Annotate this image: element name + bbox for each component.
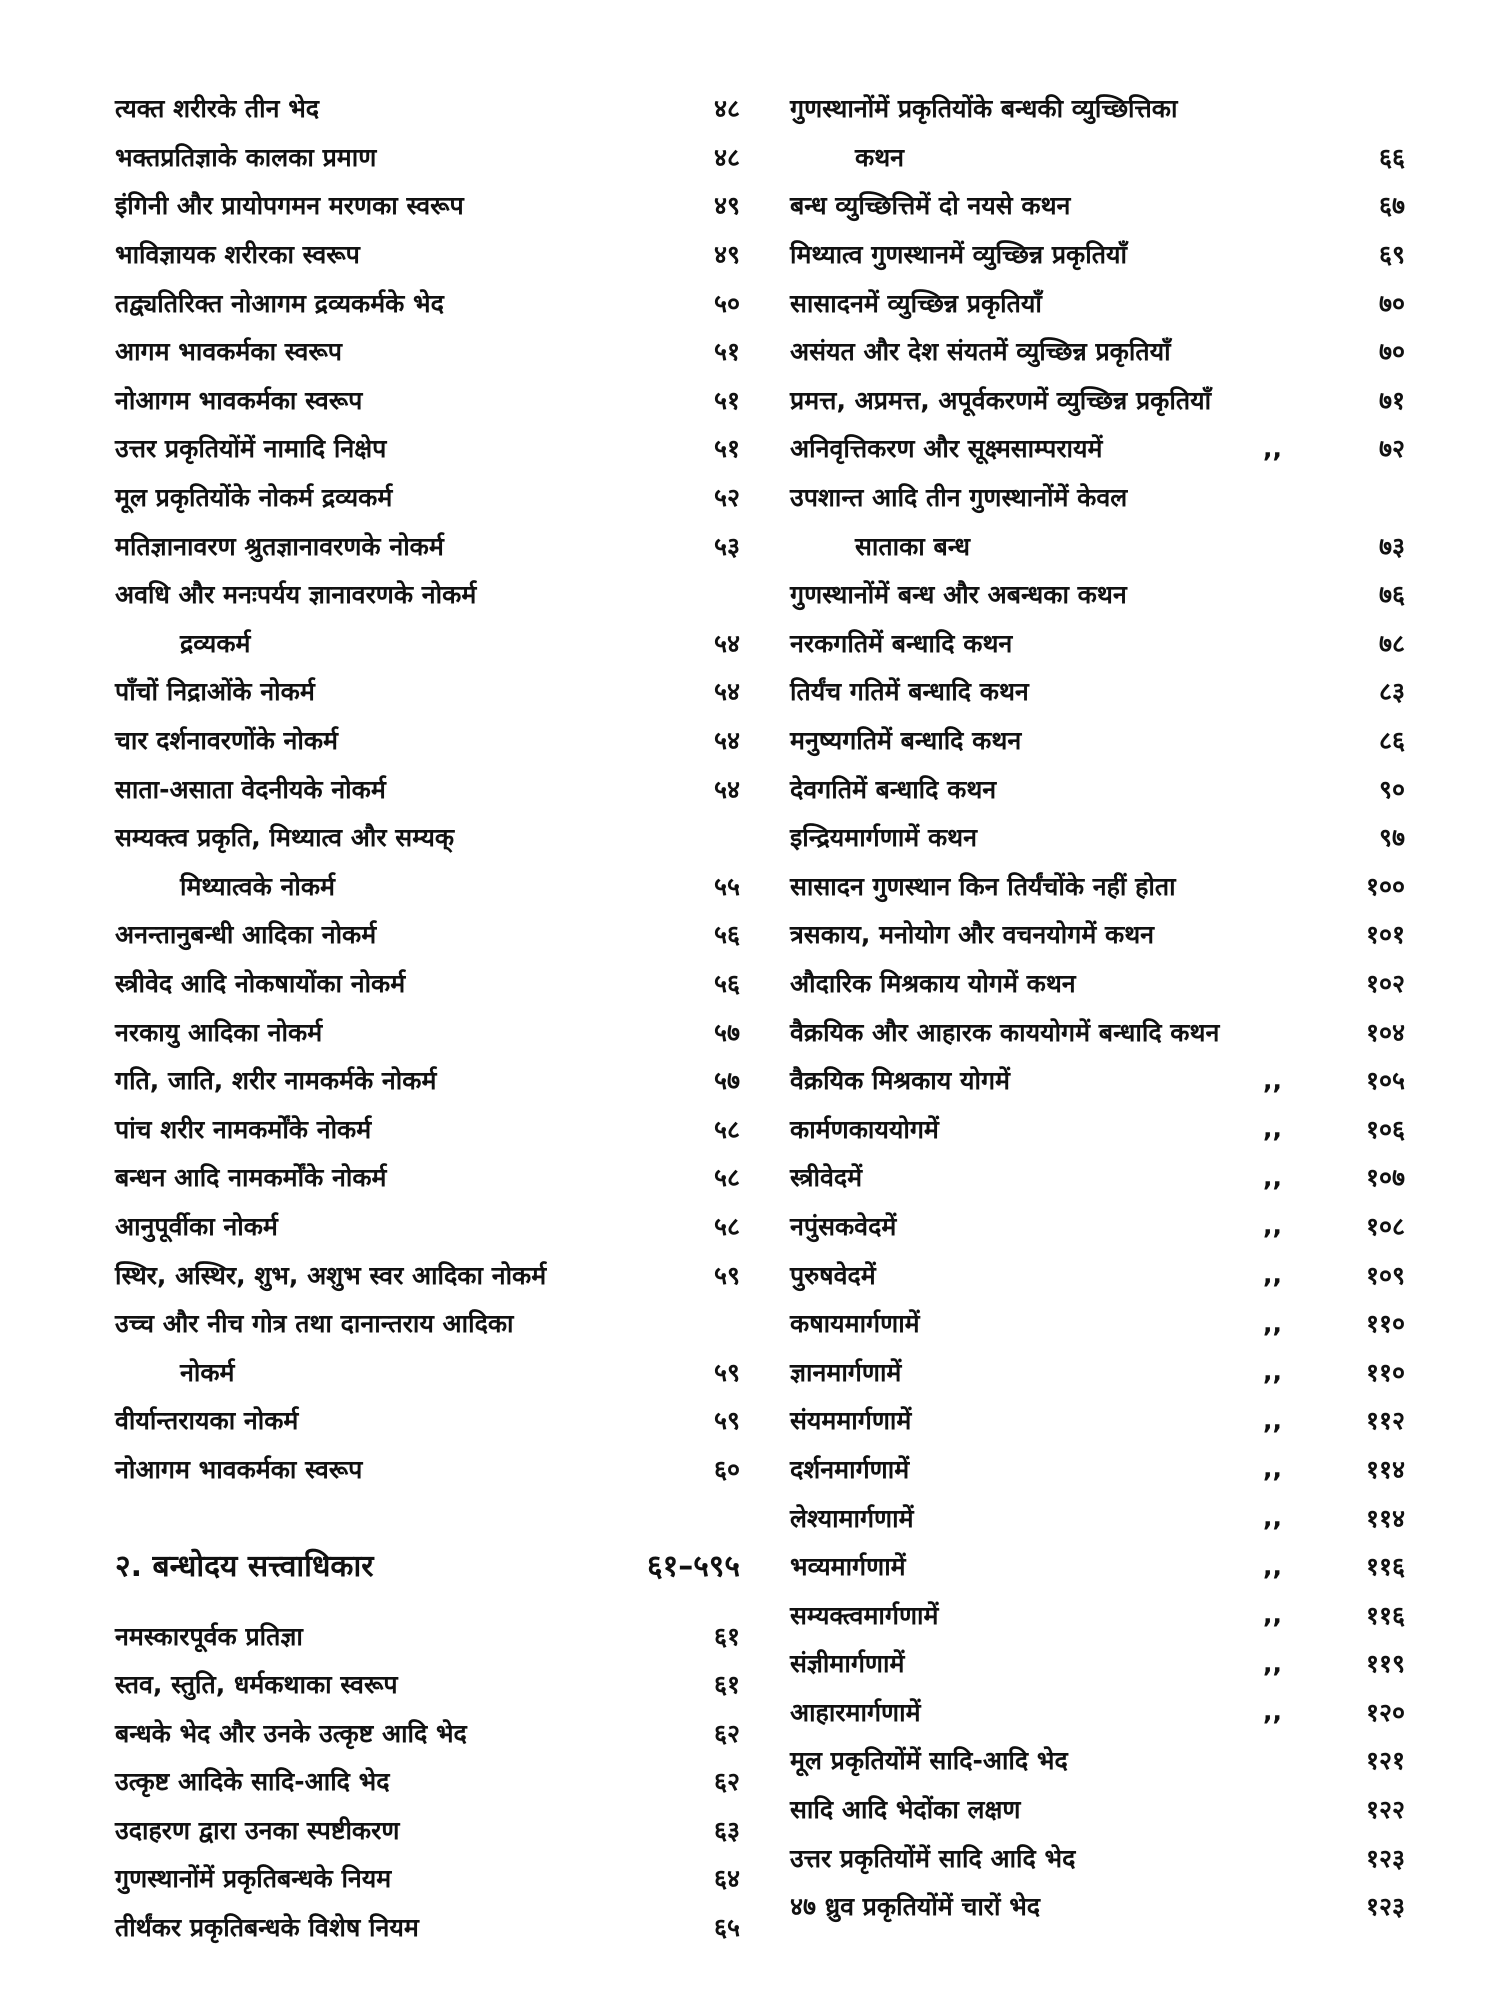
toc-entry-title: भक्तप्रतिज्ञाके कालका प्रमाण	[115, 142, 377, 172]
toc-entry-page: ५९	[713, 1357, 740, 1387]
toc-entry	[115, 278, 740, 327]
toc-entry-page: ११६	[1365, 1552, 1405, 1582]
toc-entry-title: उत्तर प्रकृतियोंमें नामादि निक्षेप	[115, 434, 387, 464]
toc-entry	[790, 84, 1405, 133]
toc-entry	[790, 327, 1405, 376]
toc-entry-page: ६७	[1378, 191, 1405, 221]
ditto-mark: ,,	[1263, 1211, 1282, 1241]
toc-entry	[115, 667, 740, 716]
toc-entry-title: तीर्थंकर प्रकृतिबन्धके विशेष नियम	[115, 1913, 419, 1943]
toc-entry	[790, 1347, 1405, 1396]
toc-entry-page: ५७	[713, 1017, 740, 1047]
toc-entry-page: १०८	[1365, 1211, 1405, 1241]
toc-entry-title: देवगतिमें बन्धादि कथन	[790, 774, 997, 804]
toc-entry	[790, 570, 1405, 619]
section-spacer	[115, 1595, 740, 1611]
toc-entry-page: ५०	[713, 288, 740, 318]
toc-entry-title: स्त्रीवेद आदि नोकषायोंका नोकर्म	[115, 968, 406, 998]
toc-entry	[115, 133, 740, 182]
toc-entry-title: सम्यक्त्वमार्गणामें	[790, 1600, 939, 1630]
toc-entry	[790, 1202, 1405, 1251]
toc-entry	[115, 1153, 740, 1202]
toc-entry-page: ५४	[713, 774, 740, 804]
toc-entry-page: ४८	[713, 142, 740, 172]
toc-entry-title: द्रव्यकर्म	[180, 628, 251, 658]
toc-entry-title: गुणस्थानोंमें प्रकृतिबन्धके नियम	[115, 1864, 392, 1894]
toc-entry	[115, 1056, 740, 1105]
toc-entry-title: उदाहरण द्वारा उनका स्पष्टीकरण	[115, 1815, 400, 1845]
toc-entry-page: ११९	[1365, 1649, 1405, 1679]
toc-entry	[790, 716, 1405, 765]
toc-entry-page: ७२	[1378, 434, 1405, 464]
toc-entry	[115, 230, 740, 279]
toc-entry	[115, 1202, 740, 1251]
toc-entry-title: मिथ्यात्वके नोकर्म	[180, 871, 335, 901]
toc-entry-title: इन्द्रियमार्गणामें कथन	[790, 823, 978, 853]
toc-entry-title: चार दर्शनावरणोंके नोकर्म	[115, 726, 338, 756]
left-entries-bottom	[115, 1611, 740, 1951]
toc-entry-title: साता-असाता वेदनीयके नोकर्म	[115, 774, 386, 804]
toc-entry-title: स्तव, स्तुति, धर्मकथाका स्वरूप	[115, 1670, 398, 1700]
toc-entry	[115, 1396, 740, 1445]
toc-entry	[115, 521, 740, 570]
ditto-mark: ,,	[1263, 1405, 1282, 1435]
toc-entry-page: ६१	[713, 1621, 740, 1651]
toc-entry-title: गति, जाति, शरीर नामकर्मके नोकर्म	[115, 1066, 437, 1096]
toc-entry-title: अनिवृत्तिकरण और सूक्ष्मसाम्परायमें	[790, 434, 1103, 464]
toc-entry	[790, 1542, 1405, 1591]
toc-entry	[115, 813, 740, 862]
toc-entry-title: वैक्रयिक मिश्रकाय योगमें	[790, 1066, 1010, 1096]
toc-entry-page: १०७	[1365, 1163, 1405, 1193]
toc-entry-page: १०५	[1365, 1066, 1405, 1096]
toc-entry	[790, 1590, 1405, 1639]
toc-entry	[115, 1104, 740, 1153]
toc-entry-page: ६२	[713, 1718, 740, 1748]
toc-entry-title: कार्मणकाययोगमें	[790, 1114, 939, 1144]
toc-entry	[790, 1882, 1405, 1931]
toc-entry-page: ६०	[713, 1454, 740, 1484]
toc-entry	[115, 181, 740, 230]
toc-entry-title: पुरुषवेदमें	[790, 1260, 876, 1290]
toc-entry-page: ११४	[1365, 1503, 1405, 1533]
toc-entry-title: असंयत और देश संयतमें व्युच्छिन्न प्रकृतियाँ	[790, 337, 1171, 367]
toc-entry	[790, 1056, 1405, 1105]
toc-entry	[115, 910, 740, 959]
toc-entry-title: स्त्रीवेदमें	[790, 1163, 863, 1193]
toc-entry-title: उत्कृष्ट आदिके सादि-आदि भेद	[115, 1767, 390, 1797]
section-title: २. बन्धोदय सत्त्वाधिकार	[115, 1548, 374, 1584]
toc-entry	[115, 862, 740, 911]
toc-entry-page: ६२	[713, 1767, 740, 1797]
toc-entry	[790, 1785, 1405, 1834]
toc-entry-page: १०४	[1365, 1017, 1405, 1047]
toc-entry-title: अनन्तानुबन्धी आदिका नोकर्म	[115, 920, 377, 950]
toc-entry	[115, 1660, 740, 1709]
toc-entry	[790, 133, 1405, 182]
toc-entry	[790, 619, 1405, 668]
toc-entry-title: बन्ध व्युच्छित्तिमें दो नयसे कथन	[790, 191, 1071, 221]
toc-entry	[790, 1153, 1405, 1202]
ditto-mark: ,,	[1263, 1648, 1282, 1678]
toc-entry	[115, 1347, 740, 1396]
toc-entry-page: १२३	[1365, 1843, 1405, 1873]
toc-entry	[115, 1903, 740, 1952]
ditto-mark: ,,	[1263, 1503, 1282, 1533]
toc-entry-page: ८३	[1378, 677, 1405, 707]
toc-entry	[790, 1396, 1405, 1445]
toc-entry-page: ६३	[713, 1815, 740, 1845]
toc-entry-title: आहारमार्गणामें	[790, 1697, 921, 1727]
toc-entry-page: ५४	[713, 726, 740, 756]
toc-entry	[790, 424, 1405, 473]
toc-entry	[115, 1445, 740, 1494]
toc-entry-title: स्थिर, अस्थिर, शुभ, अशुभ स्वर आदिका नोकर्म	[115, 1260, 547, 1290]
ditto-mark: ,,	[1263, 1065, 1282, 1095]
toc-entry-title: तिर्यंच गतिमें बन्धादि कथन	[790, 677, 1029, 707]
toc-entry-page: १२०	[1365, 1697, 1405, 1727]
toc-entry-page: ५६	[713, 920, 740, 950]
toc-entry	[790, 1833, 1405, 1882]
toc-entry	[790, 278, 1405, 327]
toc-entry-title: इंगिनी और प्रायोपगमन मरणका स्वरूप	[115, 191, 464, 221]
toc-entry	[115, 716, 740, 765]
toc-entry	[115, 1757, 740, 1806]
toc-entry	[115, 1708, 740, 1757]
toc-entry-page: ५९	[713, 1260, 740, 1290]
toc-entry	[115, 1299, 740, 1348]
ditto-mark: ,,	[1263, 1600, 1282, 1630]
toc-entry-page: १२१	[1365, 1746, 1405, 1776]
toc-entry-title: मतिज्ञानावरण श्रुतज्ञानावरणके नोकर्म	[115, 531, 444, 561]
ditto-mark: ,,	[1263, 1114, 1282, 1144]
toc-entry-page: ५३	[713, 531, 740, 561]
toc-entry	[115, 959, 740, 1008]
toc-entry-page: ५१	[713, 337, 740, 367]
toc-entry-title: वैक्रयिक और आहारक काययोगमें बन्धादि कथन	[790, 1017, 1220, 1047]
toc-entry-page: ७०	[1378, 337, 1405, 367]
toc-entry-title: नोकर्म	[180, 1357, 235, 1387]
toc-entry	[115, 376, 740, 425]
toc-entry	[115, 619, 740, 668]
toc-entry-page: ५४	[713, 628, 740, 658]
toc-entry-page: ११०	[1365, 1309, 1405, 1339]
ditto-mark: ,,	[1263, 1162, 1282, 1192]
section-page-range: ६१–५९५	[647, 1548, 740, 1584]
toc-entry	[790, 862, 1405, 911]
toc-entry-title: उत्तर प्रकृतियोंमें सादि आदि भेद	[790, 1843, 1076, 1873]
toc-entry	[790, 1688, 1405, 1737]
toc-entry-page: १२२	[1365, 1795, 1405, 1825]
toc-entry-title: त्रसकाय, मनोयोग और वचनयोगमें कथन	[790, 920, 1155, 950]
toc-entry	[790, 230, 1405, 279]
toc-entry-title: अवधि और मनःपर्यय ज्ञानावरणके नोकर्म	[115, 580, 477, 610]
toc-entry-title: ४७ ध्रुव प्रकृतियोंमें चारों भेद	[790, 1892, 1041, 1922]
toc-entry	[115, 1611, 740, 1660]
toc-entry-page: ५८	[713, 1114, 740, 1144]
contents-left-column	[115, 84, 740, 1951]
toc-entry-page: १०९	[1365, 1260, 1405, 1290]
toc-entry-title: पाँचों निद्राओंके नोकर्म	[115, 677, 315, 707]
toc-entry-page: ८६	[1378, 726, 1405, 756]
toc-entry	[115, 424, 740, 473]
toc-entry	[790, 764, 1405, 813]
toc-entry-title: त्यक्त शरीरके तीन भेद	[115, 94, 320, 124]
toc-entry-title: नपुंसकवेदमें	[790, 1211, 897, 1241]
toc-entry-page: ७६	[1378, 580, 1405, 610]
toc-entry-title: सासादन गुणस्थान किन तिर्यंचोंके नहीं होता	[790, 871, 1176, 901]
toc-entry-title: नोआगम भावकर्मका स्वरूप	[115, 1454, 363, 1484]
toc-entry	[790, 813, 1405, 862]
toc-entry-title: मूल प्रकृतियोंमें सादि-आदि भेद	[790, 1746, 1068, 1776]
toc-entry-title: मूल प्रकृतियोंके नोकर्म द्रव्यकर्म	[115, 483, 393, 513]
ditto-mark: ,,	[1263, 433, 1282, 463]
ditto-mark: ,,	[1263, 1357, 1282, 1387]
right-entries	[790, 84, 1405, 1931]
left-entries-top	[115, 84, 740, 1493]
ditto-mark: ,,	[1263, 1308, 1282, 1338]
toc-entry-title: भाविज्ञायक शरीरका स्वरूप	[115, 240, 360, 270]
section-heading	[115, 1533, 740, 1595]
toc-entry-title: नमस्कारपूर्वक प्रतिज्ञा	[115, 1621, 303, 1651]
toc-entry-page: ६४	[713, 1864, 740, 1894]
section-spacer	[115, 1493, 740, 1533]
toc-entry-page: ५६	[713, 968, 740, 998]
toc-entry-page: ७८	[1378, 628, 1405, 658]
ditto-mark: ,,	[1263, 1551, 1282, 1581]
toc-entry-title: मनुष्यगतिमें बन्धादि कथन	[790, 726, 1022, 756]
toc-entry	[115, 764, 740, 813]
ditto-mark: ,,	[1263, 1697, 1282, 1727]
toc-entry	[790, 667, 1405, 716]
toc-entry	[115, 1854, 740, 1903]
toc-entry	[790, 376, 1405, 425]
toc-entry-page: ५४	[713, 677, 740, 707]
toc-entry-title: नरकगतिमें बन्धादि कथन	[790, 628, 1013, 658]
toc-entry-title: बन्धके भेद और उनके उत्कृष्ट आदि भेद	[115, 1718, 467, 1748]
ditto-mark: ,,	[1263, 1454, 1282, 1484]
toc-entry-page: ४८	[713, 94, 740, 124]
toc-entry-page: १२३	[1365, 1892, 1405, 1922]
toc-entry-title: आनुपूर्वीका नोकर्म	[115, 1211, 278, 1241]
toc-entry-page: ७१	[1378, 385, 1405, 415]
toc-entry-title: बन्धन आदि नामकर्मोंके नोकर्म	[115, 1163, 387, 1193]
toc-entry-title: नरकायु आदिका नोकर्म	[115, 1017, 323, 1047]
toc-entry-title: ज्ञानमार्गणामें	[790, 1357, 902, 1387]
toc-entry-page: ५२	[713, 483, 740, 513]
toc-entry	[790, 1299, 1405, 1348]
toc-entry	[115, 570, 740, 619]
toc-entry-page: ५८	[713, 1163, 740, 1193]
toc-entry-page: १००	[1365, 871, 1405, 901]
toc-entry-page: ५१	[713, 385, 740, 415]
toc-entry	[790, 1736, 1405, 1785]
toc-entry-title: मिथ्यात्व गुणस्थानमें व्युच्छिन्न प्रकृतियाँ	[790, 240, 1127, 270]
toc-entry	[790, 1007, 1405, 1056]
toc-entry-page: ७०	[1378, 288, 1405, 318]
toc-entry	[790, 181, 1405, 230]
toc-entry-title: वीर्यान्तरायका नोकर्म	[115, 1406, 299, 1436]
toc-entry	[115, 473, 740, 522]
toc-entry-title: गुणस्थानोंमें प्रकृतियोंके बन्धकी व्युच्छित्तिका	[790, 94, 1178, 124]
toc-entry-page: १०१	[1365, 920, 1405, 950]
toc-entry-page: ५९	[713, 1406, 740, 1436]
toc-entry-title: उच्च और नीच गोत्र तथा दानान्तराय आदिका	[115, 1309, 514, 1339]
toc-entry	[115, 1806, 740, 1855]
toc-entry-page: ६९	[1378, 240, 1405, 270]
toc-entry-page: ६१	[713, 1670, 740, 1700]
toc-entry-title: उपशान्त आदि तीन गुणस्थानोंमें केवल	[790, 483, 1128, 513]
toc-entry-page: ५७	[713, 1066, 740, 1096]
toc-entry-page: ११६	[1365, 1600, 1405, 1630]
toc-entry-title: कथन	[855, 142, 905, 172]
toc-entry-title: साताका बन्ध	[855, 531, 971, 561]
toc-entry-page: ६५	[713, 1913, 740, 1943]
toc-entry-page: १०२	[1365, 968, 1405, 998]
contents-right-column	[790, 84, 1405, 1931]
toc-entry-page: ७३	[1378, 531, 1405, 561]
toc-entry	[790, 1104, 1405, 1153]
toc-entry-page: ९७	[1378, 823, 1405, 853]
toc-entry-title: प्रमत्त, अप्रमत्त, अपूर्वकरणमें व्युच्छिन्न प्रकृतियाँ	[790, 385, 1212, 415]
toc-entry-title: दर्शनमार्गणामें	[790, 1454, 910, 1484]
toc-entry	[115, 327, 740, 376]
toc-entry-title: पांच शरीर नामकर्मोंके नोकर्म	[115, 1114, 372, 1144]
toc-entry-page: ९०	[1378, 774, 1405, 804]
toc-entry-page: ११४	[1365, 1454, 1405, 1484]
toc-entry-page: ४९	[713, 240, 740, 270]
toc-entry	[115, 1007, 740, 1056]
toc-entry-page: १०६	[1365, 1114, 1405, 1144]
toc-entry	[115, 1250, 740, 1299]
toc-entry-page: ४९	[713, 191, 740, 221]
toc-entry-page: ५८	[713, 1211, 740, 1241]
toc-entry-title: नोआगम भावकर्मका स्वरूप	[115, 385, 363, 415]
toc-entry	[115, 84, 740, 133]
toc-entry	[790, 910, 1405, 959]
toc-entry-page: ११०	[1365, 1357, 1405, 1387]
toc-entry-title: संयममार्गणामें	[790, 1406, 912, 1436]
toc-entry-title: सासादनमें व्युच्छिन्न प्रकृतियाँ	[790, 288, 1042, 318]
toc-entry-title: संज्ञीमार्गणामें	[790, 1649, 905, 1679]
toc-entry-title: गुणस्थानोंमें बन्ध और अबन्धका कथन	[790, 580, 1127, 610]
toc-entry-title: आगम भावकर्मका स्वरूप	[115, 337, 343, 367]
toc-entry	[790, 959, 1405, 1008]
toc-entry-title: भव्यमार्गणामें	[790, 1552, 906, 1582]
toc-entry-title: कषायमार्गणामें	[790, 1309, 920, 1339]
toc-entry-title: औदारिक मिश्रकाय योगमें कथन	[790, 968, 1076, 998]
toc-entry-title: तद्व्यतिरिक्त नोआगम द्रव्यकर्मके भेद	[115, 288, 444, 318]
toc-entry-page: ११२	[1365, 1406, 1405, 1436]
toc-entry	[790, 1250, 1405, 1299]
toc-entry	[790, 521, 1405, 570]
toc-entry	[790, 1445, 1405, 1494]
toc-entry-title: सादि आदि भेदोंका लक्षण	[790, 1795, 1021, 1825]
toc-entry-page: ५५	[713, 871, 740, 901]
toc-entry-title: लेश्यामार्गणामें	[790, 1503, 914, 1533]
toc-entry	[790, 1493, 1405, 1542]
toc-entry-title: सम्यक्त्व प्रकृति, मिथ्यात्व और सम्यक्	[115, 823, 455, 853]
ditto-mark: ,,	[1263, 1260, 1282, 1290]
toc-entry	[790, 1639, 1405, 1688]
toc-entry-page: ६६	[1378, 142, 1405, 172]
toc-entry-page: ५१	[713, 434, 740, 464]
toc-entry	[790, 473, 1405, 522]
